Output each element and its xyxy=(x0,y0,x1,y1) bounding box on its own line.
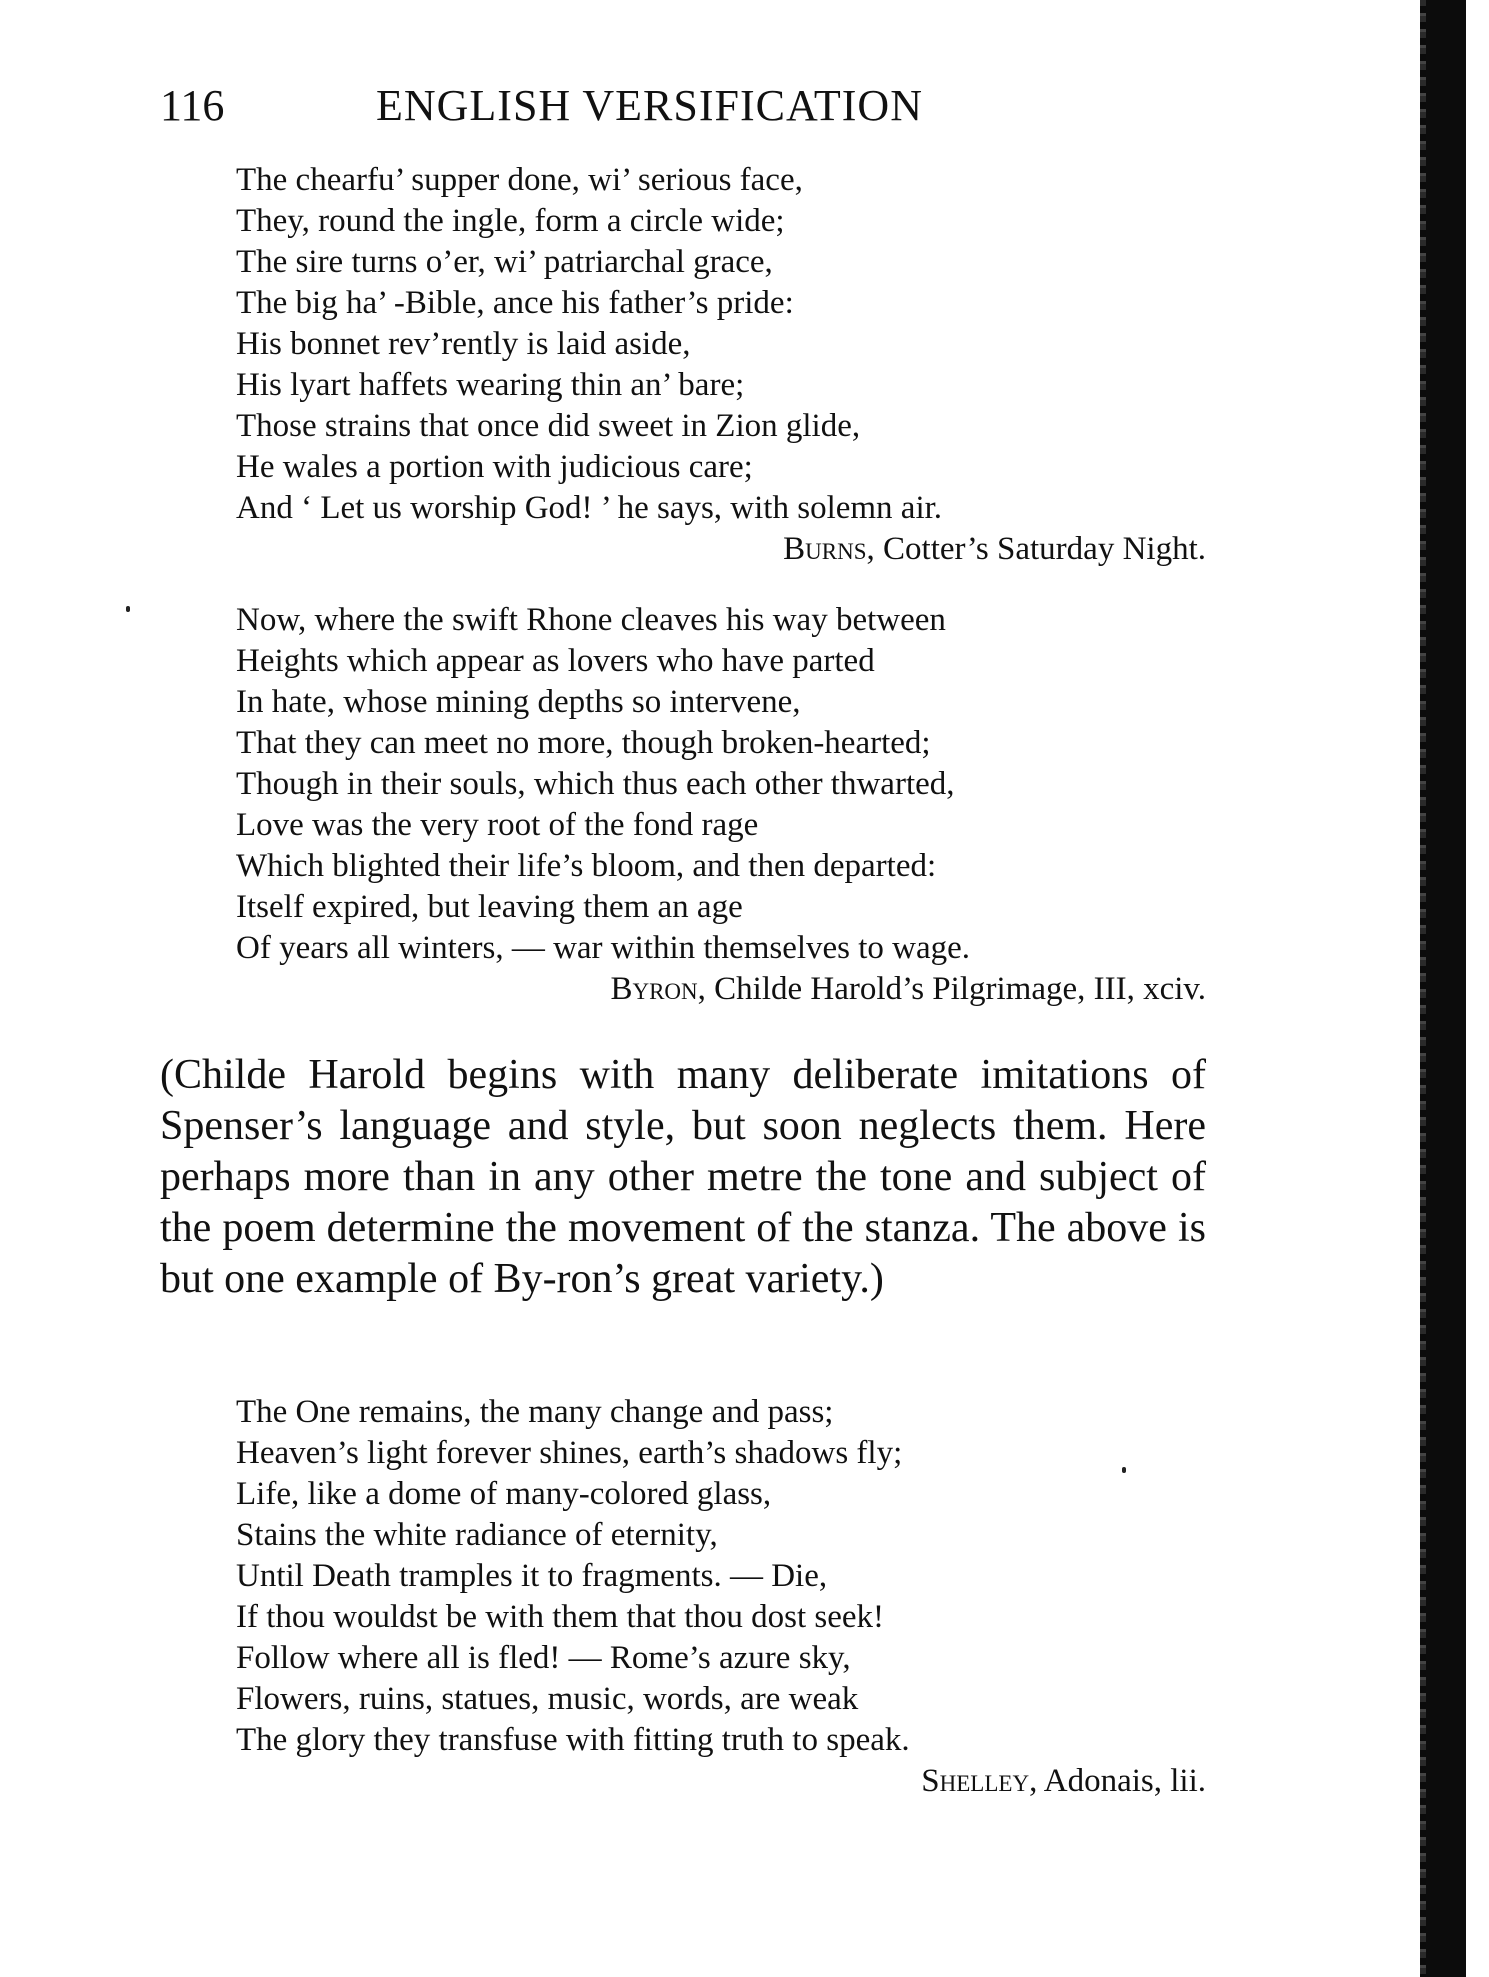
attribution-author: Byron xyxy=(610,971,698,1007)
poem-stanza-byron xyxy=(236,600,1206,1010)
attribution-source: , Adonais, lii. xyxy=(1029,1763,1206,1799)
verse-line: And ‘ Let us worship God! ’ he says, with solemn air. xyxy=(236,490,943,526)
verse-line: Stains the white radiance of eternity, xyxy=(236,1517,718,1553)
verse-line: His bonnet rev’rently is laid aside, xyxy=(236,326,691,362)
verse-line: If thou wouldst be with them that thou dost seek! xyxy=(236,1599,884,1635)
verse-line: Flowers, ruins, statues, music, words, are weak xyxy=(236,1681,859,1717)
commentary-paragraph: (Childe Harold begins with many deliberate imitations of Spenser’s language and style, but soon neglects them. Here perhaps more than in any other metre the tone and subject of the poem determine the movement of the stanza. The above is but one example of By-ron’s great variety.) xyxy=(160,1052,1206,1302)
verse-line: The big ha’ -Bible, ance his father’s pride: xyxy=(236,285,794,321)
verse-line: Follow where all is fled! — Rome’s azure sky, xyxy=(236,1640,851,1676)
verse-line: He wales a portion with judicious care; xyxy=(236,449,753,485)
ink-speck xyxy=(126,606,130,612)
verse-line: Now, where the swift Rhone cleaves his way between xyxy=(236,602,946,638)
verse-line: That they can meet no more, though broken-hearted; xyxy=(236,725,931,761)
attribution-source: , Childe Harold’s Pilgrimage, III, xciv. xyxy=(697,971,1206,1007)
verse-line: The chearfu’ supper done, wi’ serious face, xyxy=(236,162,803,198)
verse-line: Those strains that once did sweet in Zion glide, xyxy=(236,408,861,444)
verse-line: In hate, whose mining depths so intervene, xyxy=(236,684,801,720)
attribution-author: Burns xyxy=(783,531,867,567)
ink-speck xyxy=(1122,1467,1126,1473)
verse-line: Heaven’s light forever shines, earth’s shadows fly; xyxy=(236,1435,903,1471)
attribution xyxy=(236,1761,1206,1802)
verse-line: Heights which appear as lovers who have parted xyxy=(236,643,875,679)
verse-line: His lyart haffets wearing thin an’ bare; xyxy=(236,367,745,403)
verse-line: Of years all winters, — war within themselves to wage. xyxy=(236,930,971,966)
verse-line: The glory they transfuse with fitting truth to speak. xyxy=(236,1722,910,1758)
page-number: 116 xyxy=(160,81,225,130)
verse-line: Life, like a dome of many-colored glass, xyxy=(236,1476,772,1512)
page-edge xyxy=(1426,0,1466,1977)
verse-line: The One remains, the many change and pass; xyxy=(236,1394,834,1430)
verse-line: The sire turns o’er, wi’ patriarchal grace, xyxy=(236,244,773,280)
running-head: ENGLISH VERSIFICATION xyxy=(376,81,923,130)
verse-line: Though in their souls, which thus each other thwarted, xyxy=(236,766,955,802)
attribution-source: , Cotter’s Saturday Night. xyxy=(866,531,1206,567)
poem-stanza-burns xyxy=(236,160,1206,570)
page-header xyxy=(160,80,1200,140)
verse-line: Love was the very root of the fond rage xyxy=(236,807,759,843)
poem-stanza-shelley xyxy=(236,1392,1206,1802)
verse-line: Which blighted their life’s bloom, and then departed: xyxy=(236,848,937,884)
attribution xyxy=(236,529,1206,570)
verse-line: They, round the ingle, form a circle wide; xyxy=(236,203,785,239)
attribution xyxy=(236,969,1206,1010)
verse-line: Until Death tramples it to fragments. — Die, xyxy=(236,1558,828,1594)
attribution-author: Shelley xyxy=(921,1763,1030,1799)
verse-line: Itself expired, but leaving them an age xyxy=(236,889,743,925)
